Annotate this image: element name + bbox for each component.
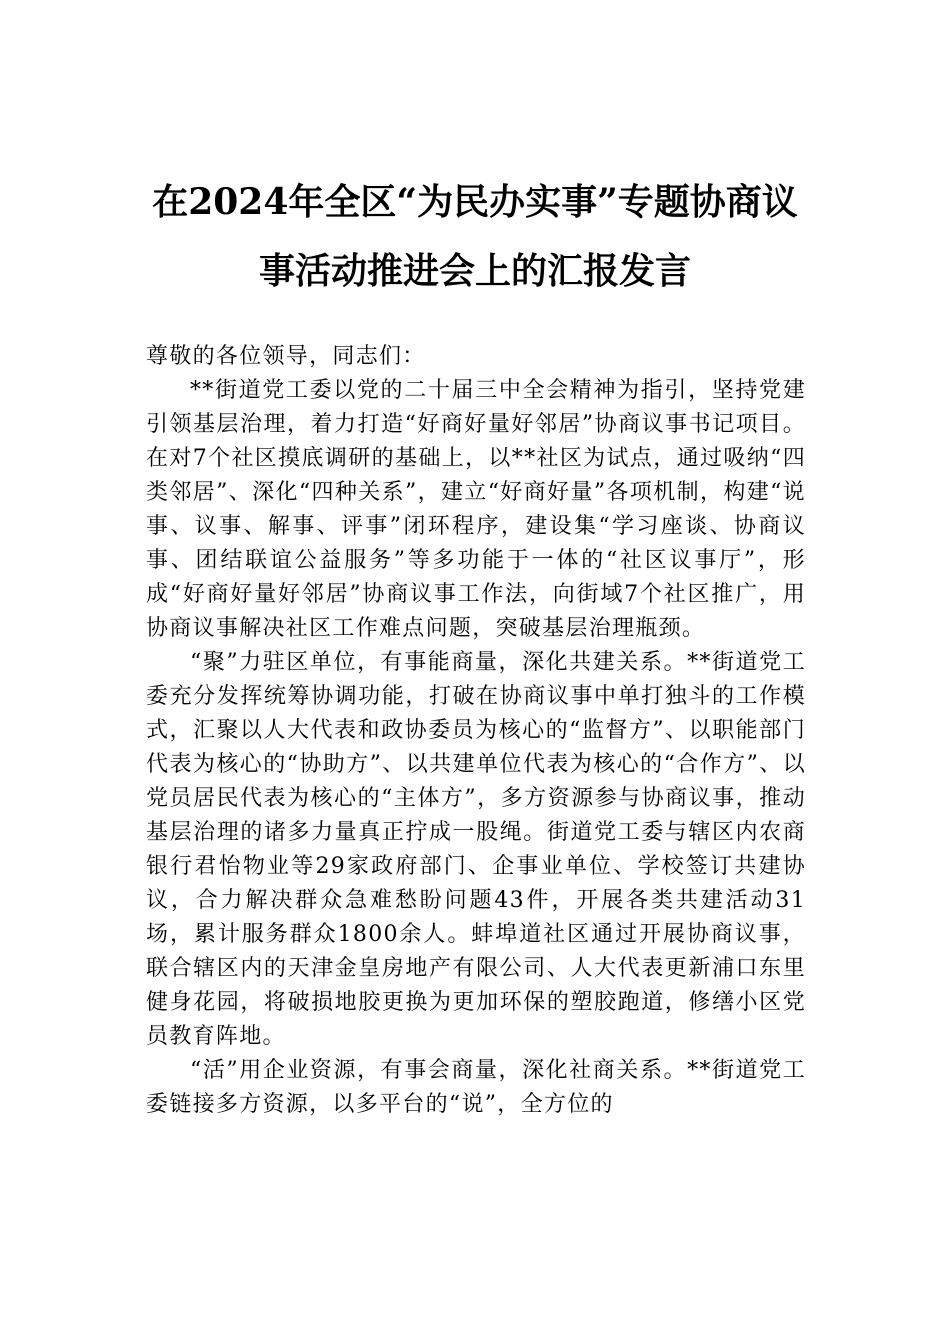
paragraph-enterprise-resources: “活”用企业资源，有事会商量，深化社商关系。**街道党工委链接多方资源，以多平台的“说”，全方位的 — [146, 1058, 806, 1117]
paragraph-intro: **街道党工委以党的二十届三中全会精神为指引，坚持党建引领基层治理，着力打造“好商好量好邻居”协商议事书记项目。在对7个社区摸底调研的基础上，以**社区为试点，通过吸纳“四类邻居”、深化“四种关系”，建立“好商好量”各项机制，构建“说事、议事、解事、评事”闭环程序，建设集“学习座谈、协商议事、团结联谊公益服务”等多功能于一体的“社区议事厅”，形成“好商好量好邻居”协商议事工作法，向街域7个社区推广，用协商议事解决社区工作难点问题，突破基层治理瓶颈。 — [146, 378, 806, 641]
document-title-line-2: 事活动推进会上的汇报发言 — [258, 250, 691, 292]
paragraph-gather-units: “聚”力驻区单位，有事能商量，深化共建关系。**街道党工委充分发挥统筹协调功能，打破在协商议事中单打独斗的工作模式，汇聚以人大代表和政协委员为核心的“监督方”、以职能部门代表为核心的“协助方”、以共建单位代表为核心的“合作方”、以党员居民代表为核心的“主体方”，多方资源参与协商议事，推动基层治理的诸多力量真正拧成一股绳。街道党工委与辖区内农商银行君怡物业等29家政府部门、企事业单位、学校签订共建协议，合力解决群众急难愁盼问题43件，开展各类共建活动31场，累计服务群众1800余人。蚌埠道社区通过开展协商议事，联合辖区内的天津金皇房地产有限公司、人大代表更新浦口东里健身花园，将破损地胶更换为更加环保的塑胶跑道，修缮小区党员教育阵地。 — [146, 650, 806, 1049]
document-title-line-1: 在2024年全区“为民办实事”专题协商议 — [152, 181, 798, 223]
salutation: 尊敬的各位领导，同志们： — [146, 344, 426, 369]
document-body — [146, 340, 806, 1122]
